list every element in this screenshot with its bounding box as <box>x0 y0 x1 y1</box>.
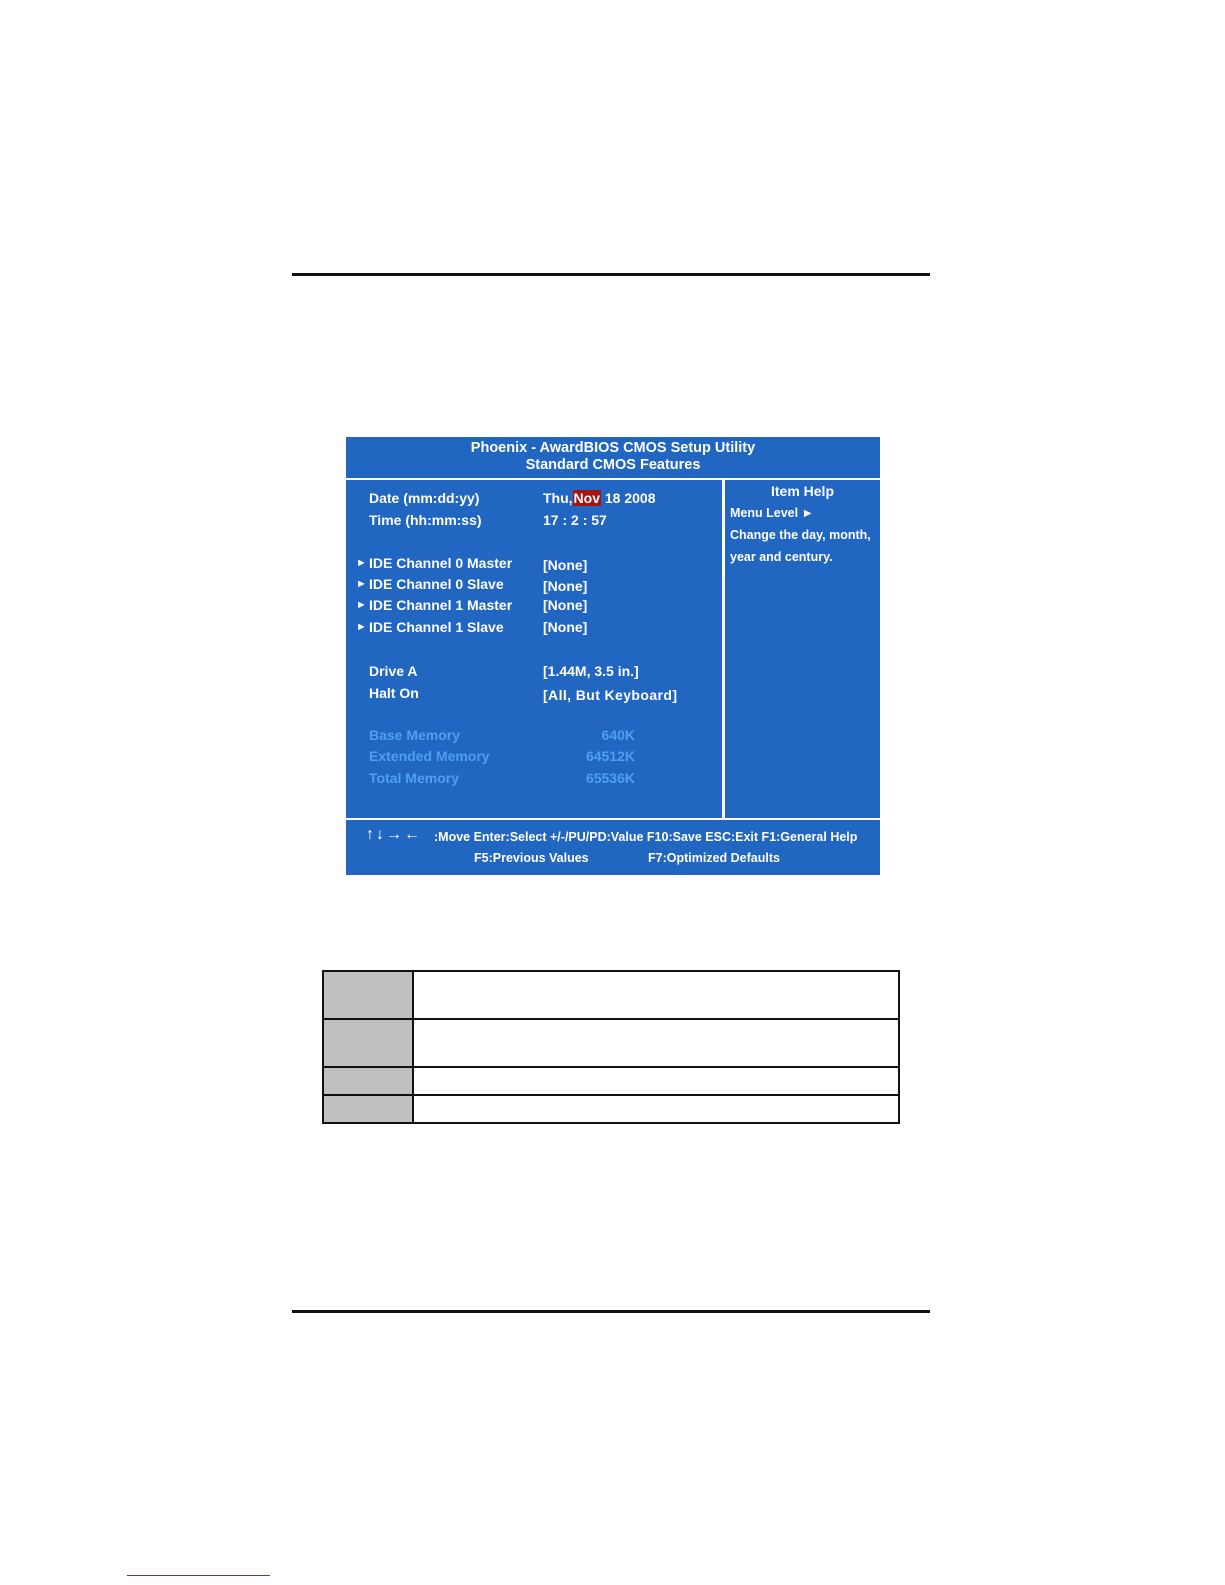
extended-memory-value: 64512K <box>585 748 635 764</box>
item-help-panel <box>725 480 880 818</box>
total-memory-value: 65536K <box>585 770 635 786</box>
time-label: Time (hh:mm:ss) <box>369 512 482 528</box>
date-value[interactable] <box>543 490 656 506</box>
ide-channel-1-slave-item[interactable] <box>346 619 722 637</box>
table-text-cell <box>413 1019 899 1067</box>
drive-a-label: Drive A <box>369 663 418 679</box>
submenu-arrow-icon: ► <box>356 557 367 569</box>
table-key-cell <box>323 1095 413 1123</box>
table-text-cell <box>413 971 899 1019</box>
arrow-keys-icon: ↑↓→← <box>366 826 422 843</box>
help-text-line-2: year and century. <box>730 550 833 564</box>
date-month-selected[interactable]: Nov <box>573 490 600 506</box>
submenu-arrow-icon: ► <box>356 621 367 633</box>
ide-value: [None] <box>543 619 588 635</box>
base-memory-label: Base Memory <box>369 727 461 743</box>
total-memory-label: Total Memory <box>369 770 459 786</box>
menu-level: Menu Level ► <box>730 506 814 520</box>
settings-panel <box>346 480 722 818</box>
drive-a-value[interactable]: [1.44M, 3.5 in.] <box>543 663 639 679</box>
description-table <box>322 970 900 1124</box>
table-row <box>323 1019 899 1067</box>
extended-memory-label: Extended Memory <box>369 748 490 764</box>
bios-header <box>346 437 880 478</box>
ide-label: IDE Channel 1 Slave <box>369 619 504 635</box>
ide-label: IDE Channel 1 Master <box>369 597 513 613</box>
ide-label: IDE Channel 0 Slave <box>369 576 504 592</box>
f7-optimized-defaults: F7:Optimized Defaults <box>648 851 780 865</box>
bottom-rule <box>292 1310 930 1313</box>
ide-channel-0-master-item[interactable] <box>346 555 722 573</box>
bios-setup-screen <box>346 437 880 875</box>
bios-subtitle: Standard CMOS Features <box>525 457 701 473</box>
table-key-cell <box>323 1019 413 1067</box>
footnote-underline <box>127 1575 270 1576</box>
date-rest: 18 2008 <box>601 490 656 506</box>
ide-value: [None] <box>543 557 588 573</box>
item-help-title: Item Help <box>770 483 834 499</box>
ide-value: [None] <box>543 578 588 594</box>
submenu-arrow-icon: ► <box>356 578 367 590</box>
ide-label: IDE Channel 0 Master <box>369 555 513 571</box>
submenu-arrow-icon: ► <box>356 599 367 611</box>
key-legend-line-1: :Move Enter:Select +/-/PU/PD:Value F10:Save ESC:Exit F1:General Help <box>434 830 858 844</box>
date-day: Thu, <box>543 490 573 506</box>
ide-channel-0-slave-item[interactable] <box>346 576 722 594</box>
halt-on-label: Halt On <box>369 685 419 701</box>
table-row <box>323 1095 899 1123</box>
date-label: Date (mm:dd:yy) <box>369 490 480 506</box>
ide-channel-1-master-item[interactable] <box>346 597 722 615</box>
f5-previous-values: F5:Previous Values <box>474 851 589 865</box>
key-legend-footer <box>346 820 880 875</box>
top-rule <box>292 273 930 276</box>
halt-on-value[interactable]: [All, But Keyboard] <box>543 687 678 703</box>
table-row <box>323 971 899 1019</box>
bios-title: Phoenix - AwardBIOS CMOS Setup Utility <box>470 440 756 456</box>
ide-value: [None] <box>543 597 588 613</box>
base-memory-value: 640K <box>601 727 635 743</box>
help-text-line-1: Change the day, month, <box>730 528 871 542</box>
table-key-cell <box>323 1067 413 1095</box>
time-value[interactable]: 17 : 2 : 57 <box>543 512 607 528</box>
table-text-cell <box>413 1067 899 1095</box>
table-row <box>323 1067 899 1095</box>
table-text-cell <box>413 1095 899 1123</box>
table-key-cell <box>323 971 413 1019</box>
